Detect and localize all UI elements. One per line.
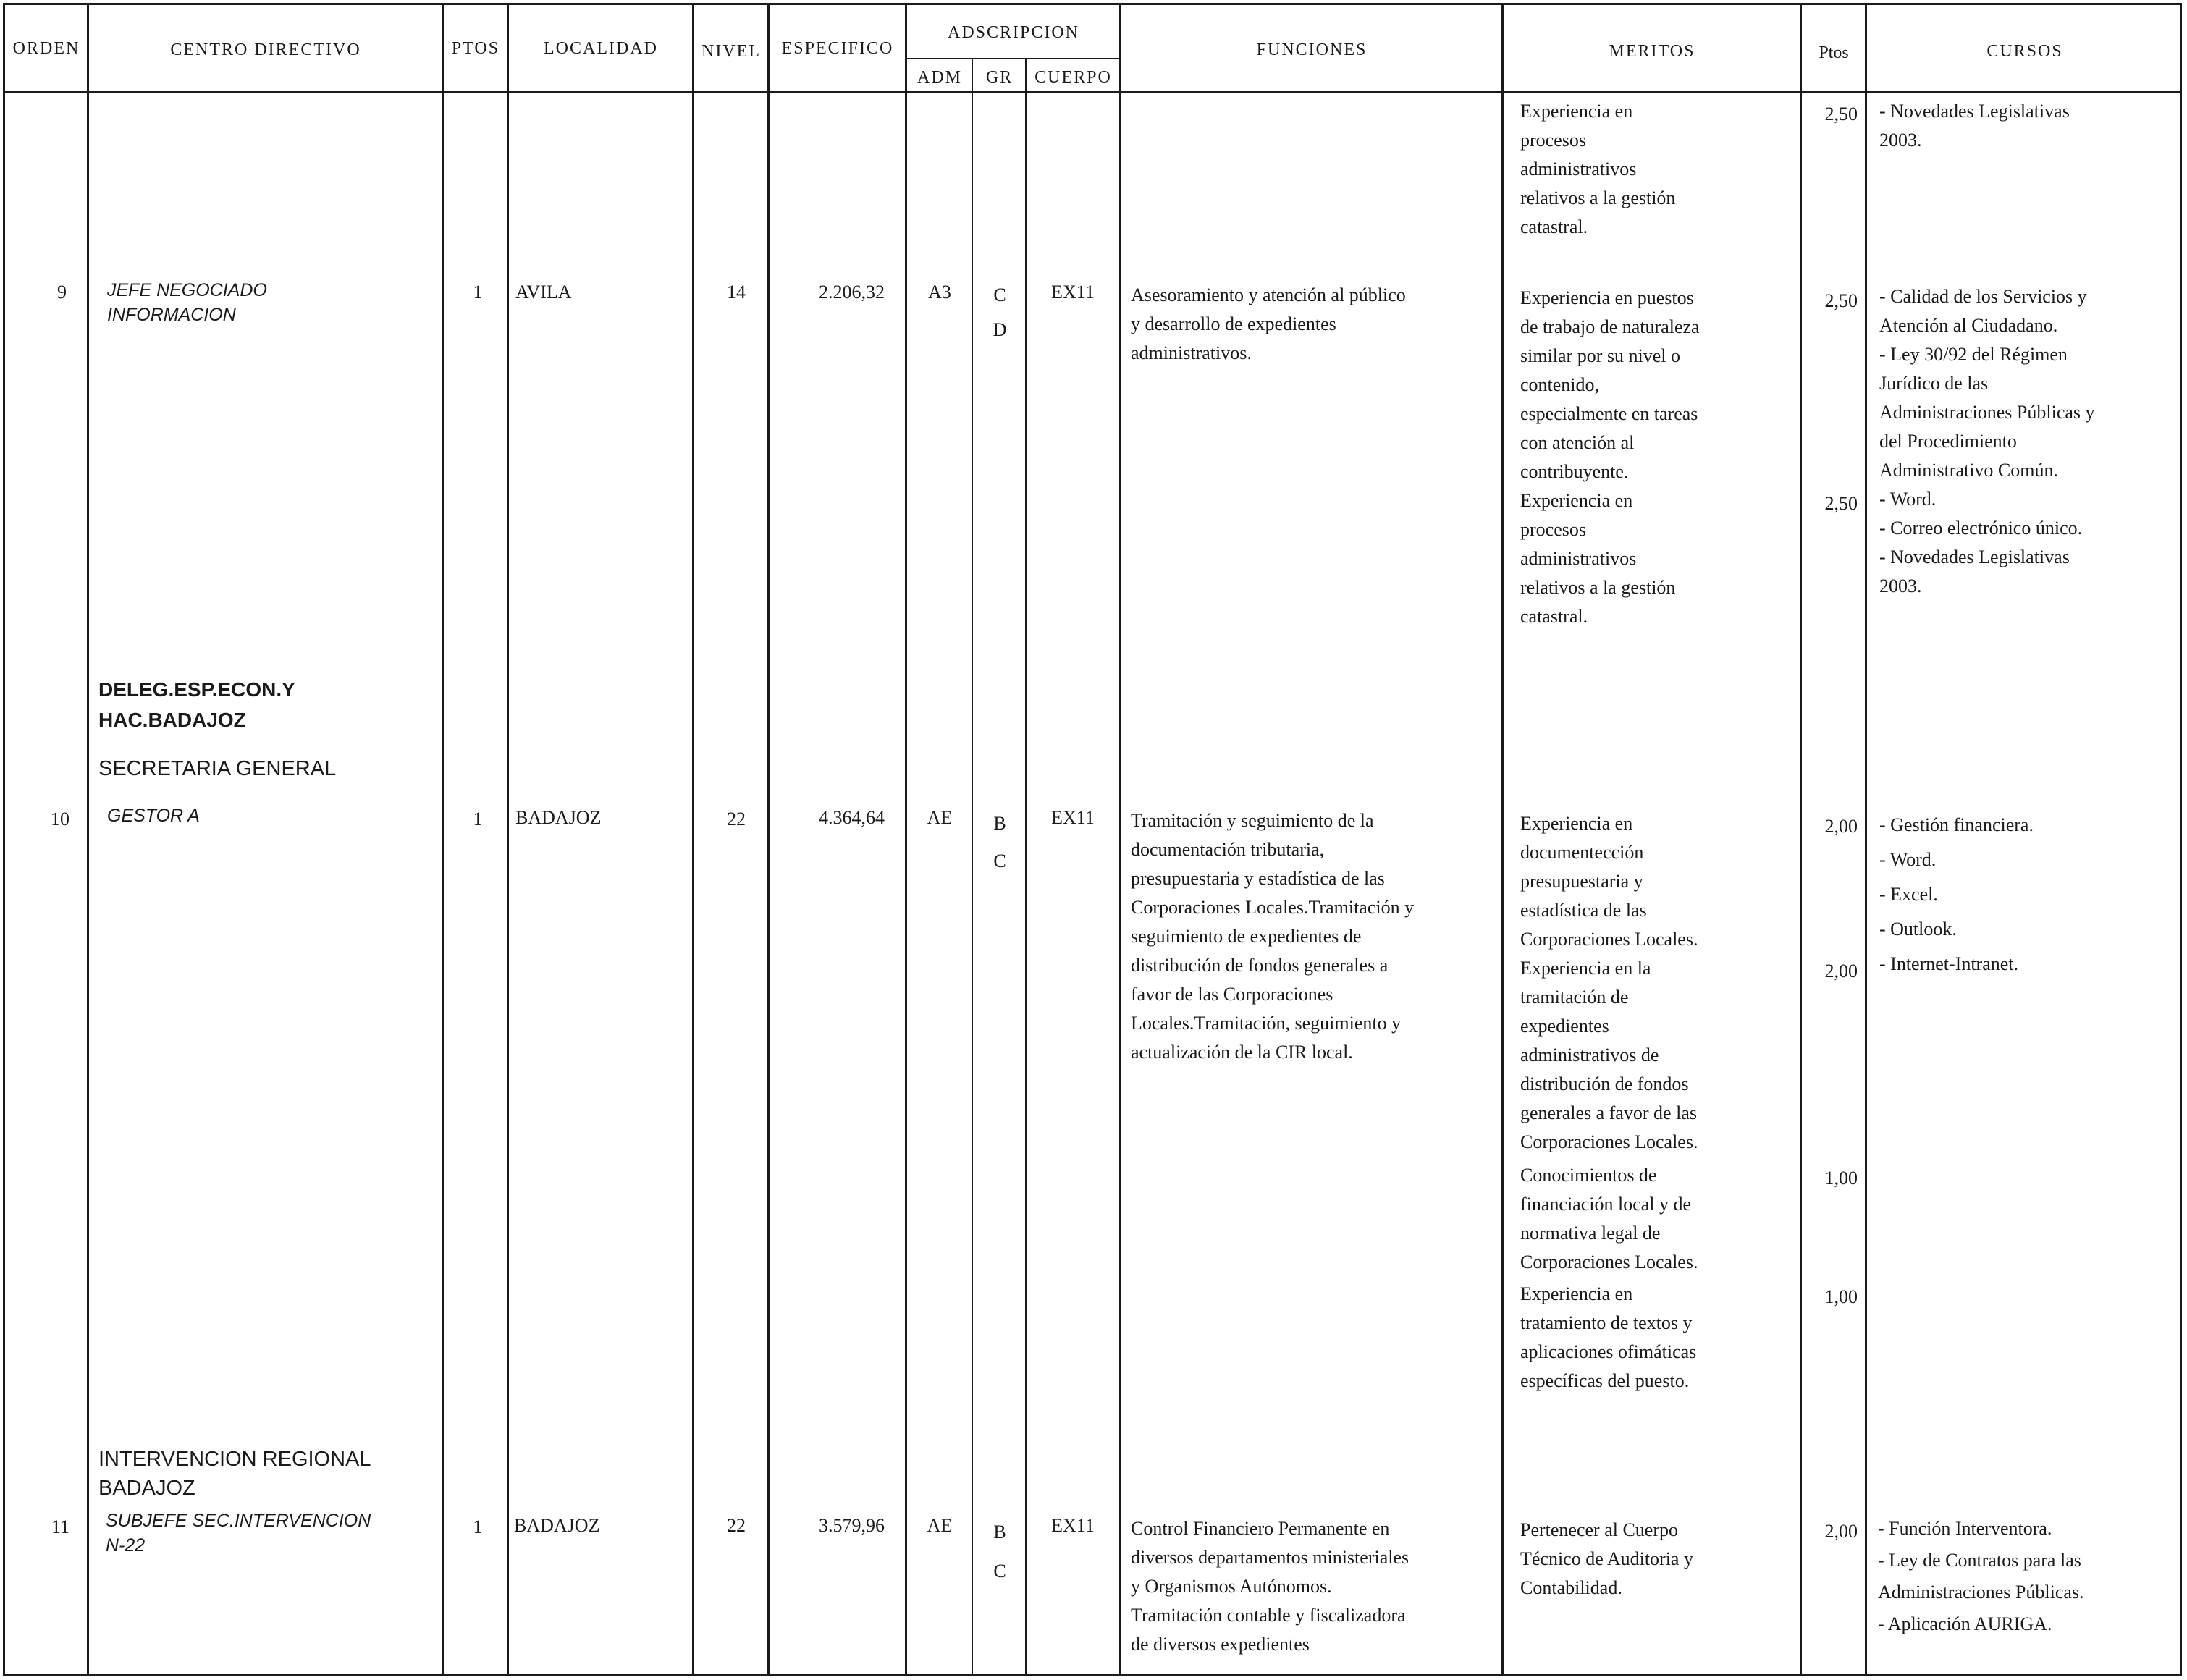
col-divider [905,3,907,1676]
row-merito: Experiencia en procesos administrativos relativos a la gestión catastral. [1520,490,1676,627]
header-gr: GR [985,68,1014,87]
row-especifico: 2.206,32 [819,282,885,303]
row-ptos: 1 [473,1516,483,1537]
row-localidad: BADAJOZ [514,1515,600,1536]
carryover-merito-ptos: 2,50 [1824,104,1858,124]
col-divider [972,59,973,1676]
row-puesto: GESTOR A [107,806,200,826]
row-cuerpo: EX11 [1051,807,1095,828]
col-divider [1119,3,1121,1676]
header-orden: ORDEN [12,39,80,58]
row-merito: Experiencia en tratamiento de textos y aplicaciones ofimáticas específicas del puesto. [1520,1283,1697,1391]
header-centro-directivo: CENTRO DIRECTIVO [170,41,361,59]
header-meritos: MERITOS [1609,42,1695,61]
row-cuerpo: EX11 [1051,282,1095,303]
header-especifico: ESPECIFICO [781,39,894,58]
row-nivel: 22 [727,809,746,830]
row-merito-ptos: 2,50 [1824,493,1858,514]
row-merito: Pertenecer al Cuerpo Técnico de Auditoria y Contabilidad. [1520,1519,1693,1598]
col-divider [692,3,694,1676]
row-merito-ptos: 1,00 [1824,1286,1858,1307]
carryover-merito: Experiencia en procesos administrativos relativos a la gestión catastral. [1520,101,1676,237]
header-adm: ADM [916,68,962,87]
header-cursos: CURSOS [1986,42,2063,61]
row-adm: AE [927,807,953,828]
adscripcion-rule [905,58,1119,59]
row-gr: B C [993,1521,1006,1582]
row-nivel: 14 [727,282,746,303]
row-merito-ptos: 2,00 [1824,816,1858,837]
row-adm: A3 [928,282,951,303]
row-gr: B C [993,813,1006,871]
row-puesto: JEFE NEGOCIADO INFORMACION [107,280,267,325]
row-merito: Experiencia en documentección presupuestaria y estadística de las Corporaciones Locales. [1520,813,1698,950]
row-merito: Experiencia en la tramitación de expedientes administrativos de distribución de fondos generales a favor de las Corporaciones Locales. [1520,958,1698,1152]
row-especifico: 4.364,64 [819,807,885,828]
col-divider [87,3,89,1676]
row-puesto: SUBJEFE SEC.INTERVENCION N-22 [106,1511,371,1556]
col-divider [442,3,444,1676]
header-ptos-meritos: Ptos [1819,43,1849,62]
header-bottom-rule [3,91,2182,93]
col-divider [1865,3,1867,1676]
col-divider [1800,3,1802,1676]
row-orden: 9 [57,282,67,303]
row-cuerpo: EX11 [1051,1515,1095,1536]
row-ptos: 1 [473,809,483,830]
header-ptos: PTOS [451,39,500,58]
row-ptos: 1 [473,282,483,303]
row-cursos: - Función Interventora. - Ley de Contratos para las Administraciones Públicas. - Aplicación AURIGA. [1878,1518,2084,1634]
row-merito: Experiencia en puestos de trabajo de naturaleza similar por su nivel o contenido, especialmente en tareas con atención al contribuyente. [1520,287,1700,482]
header-cuerpo: CUERPO [1034,68,1112,87]
row-funciones: Asesoramiento y atención al público y desarrollo de expedientes administrativos. [1131,284,1406,363]
col-divider [767,3,770,1676]
unidad-heading: DELEG.ESP.ECON.Y HAC.BADAJOZ [98,678,295,731]
row-orden: 10 [51,809,69,830]
col-divider [1025,59,1027,1676]
row-merito-ptos: 2,00 [1824,961,1858,982]
col-divider [507,3,509,1676]
col-divider [1501,3,1504,1676]
header-nivel: NIVEL [701,42,761,61]
header-funciones: FUNCIONES [1256,41,1368,59]
header-adscripcion: ADSCRIPCION [947,23,1080,42]
row-funciones: Tramitación y seguimiento de la documentación tributaria, presupuestaria y estadística de las Corporaciones Locales.Tramitación y seguimiento de expedientes de distribución de fondos generales a favor de las Corporaciones Locales.Tramitación, seguimiento y actualización de la CIR local. [1131,810,1415,1063]
row-especifico: 3.579,96 [819,1515,885,1536]
row-gr: C D [993,284,1007,340]
row-merito: Conocimientos de financiación local y de normativa legal de Corporaciones Locales. [1520,1165,1698,1272]
row-localidad: AVILA [515,282,572,303]
row-funciones: Control Financiero Permanente en diversos departamentos ministeriales y Organismos Autónomos. Tramitación contable y fiscalizadora de diversos expedientes [1131,1518,1409,1655]
row-merito-ptos: 2,00 [1824,1521,1858,1542]
header-localidad: LOCALIDAD [544,39,658,58]
carryover-curso: - Novedades Legislativas 2003. [1879,101,2070,151]
row-cursos: - Calidad de los Servicios y Atención al Ciudadano. - Ley 30/92 del Régimen Jurídico de las Administraciones Públicas y del Procedimiento Administrativo Común. - Word. - Correo electrónico único. - Novedades Legislativas 2003. [1879,286,2095,596]
row-merito-ptos: 1,00 [1824,1168,1858,1189]
subunidad-heading: SECRETARIA GENERAL [98,757,337,780]
row-cursos: - Gestión financiera. - Word. - Excel. - Outlook. - Internet-Intranet. [1879,814,2034,974]
row-localidad: BADAJOZ [515,807,602,828]
subunidad-heading: INTERVENCION REGIONAL BADAJOZ [98,1448,371,1500]
row-merito-ptos: 2,50 [1824,290,1858,311]
row-adm: AE [927,1515,953,1536]
row-nivel: 22 [727,1515,746,1536]
row-orden: 11 [51,1516,69,1537]
